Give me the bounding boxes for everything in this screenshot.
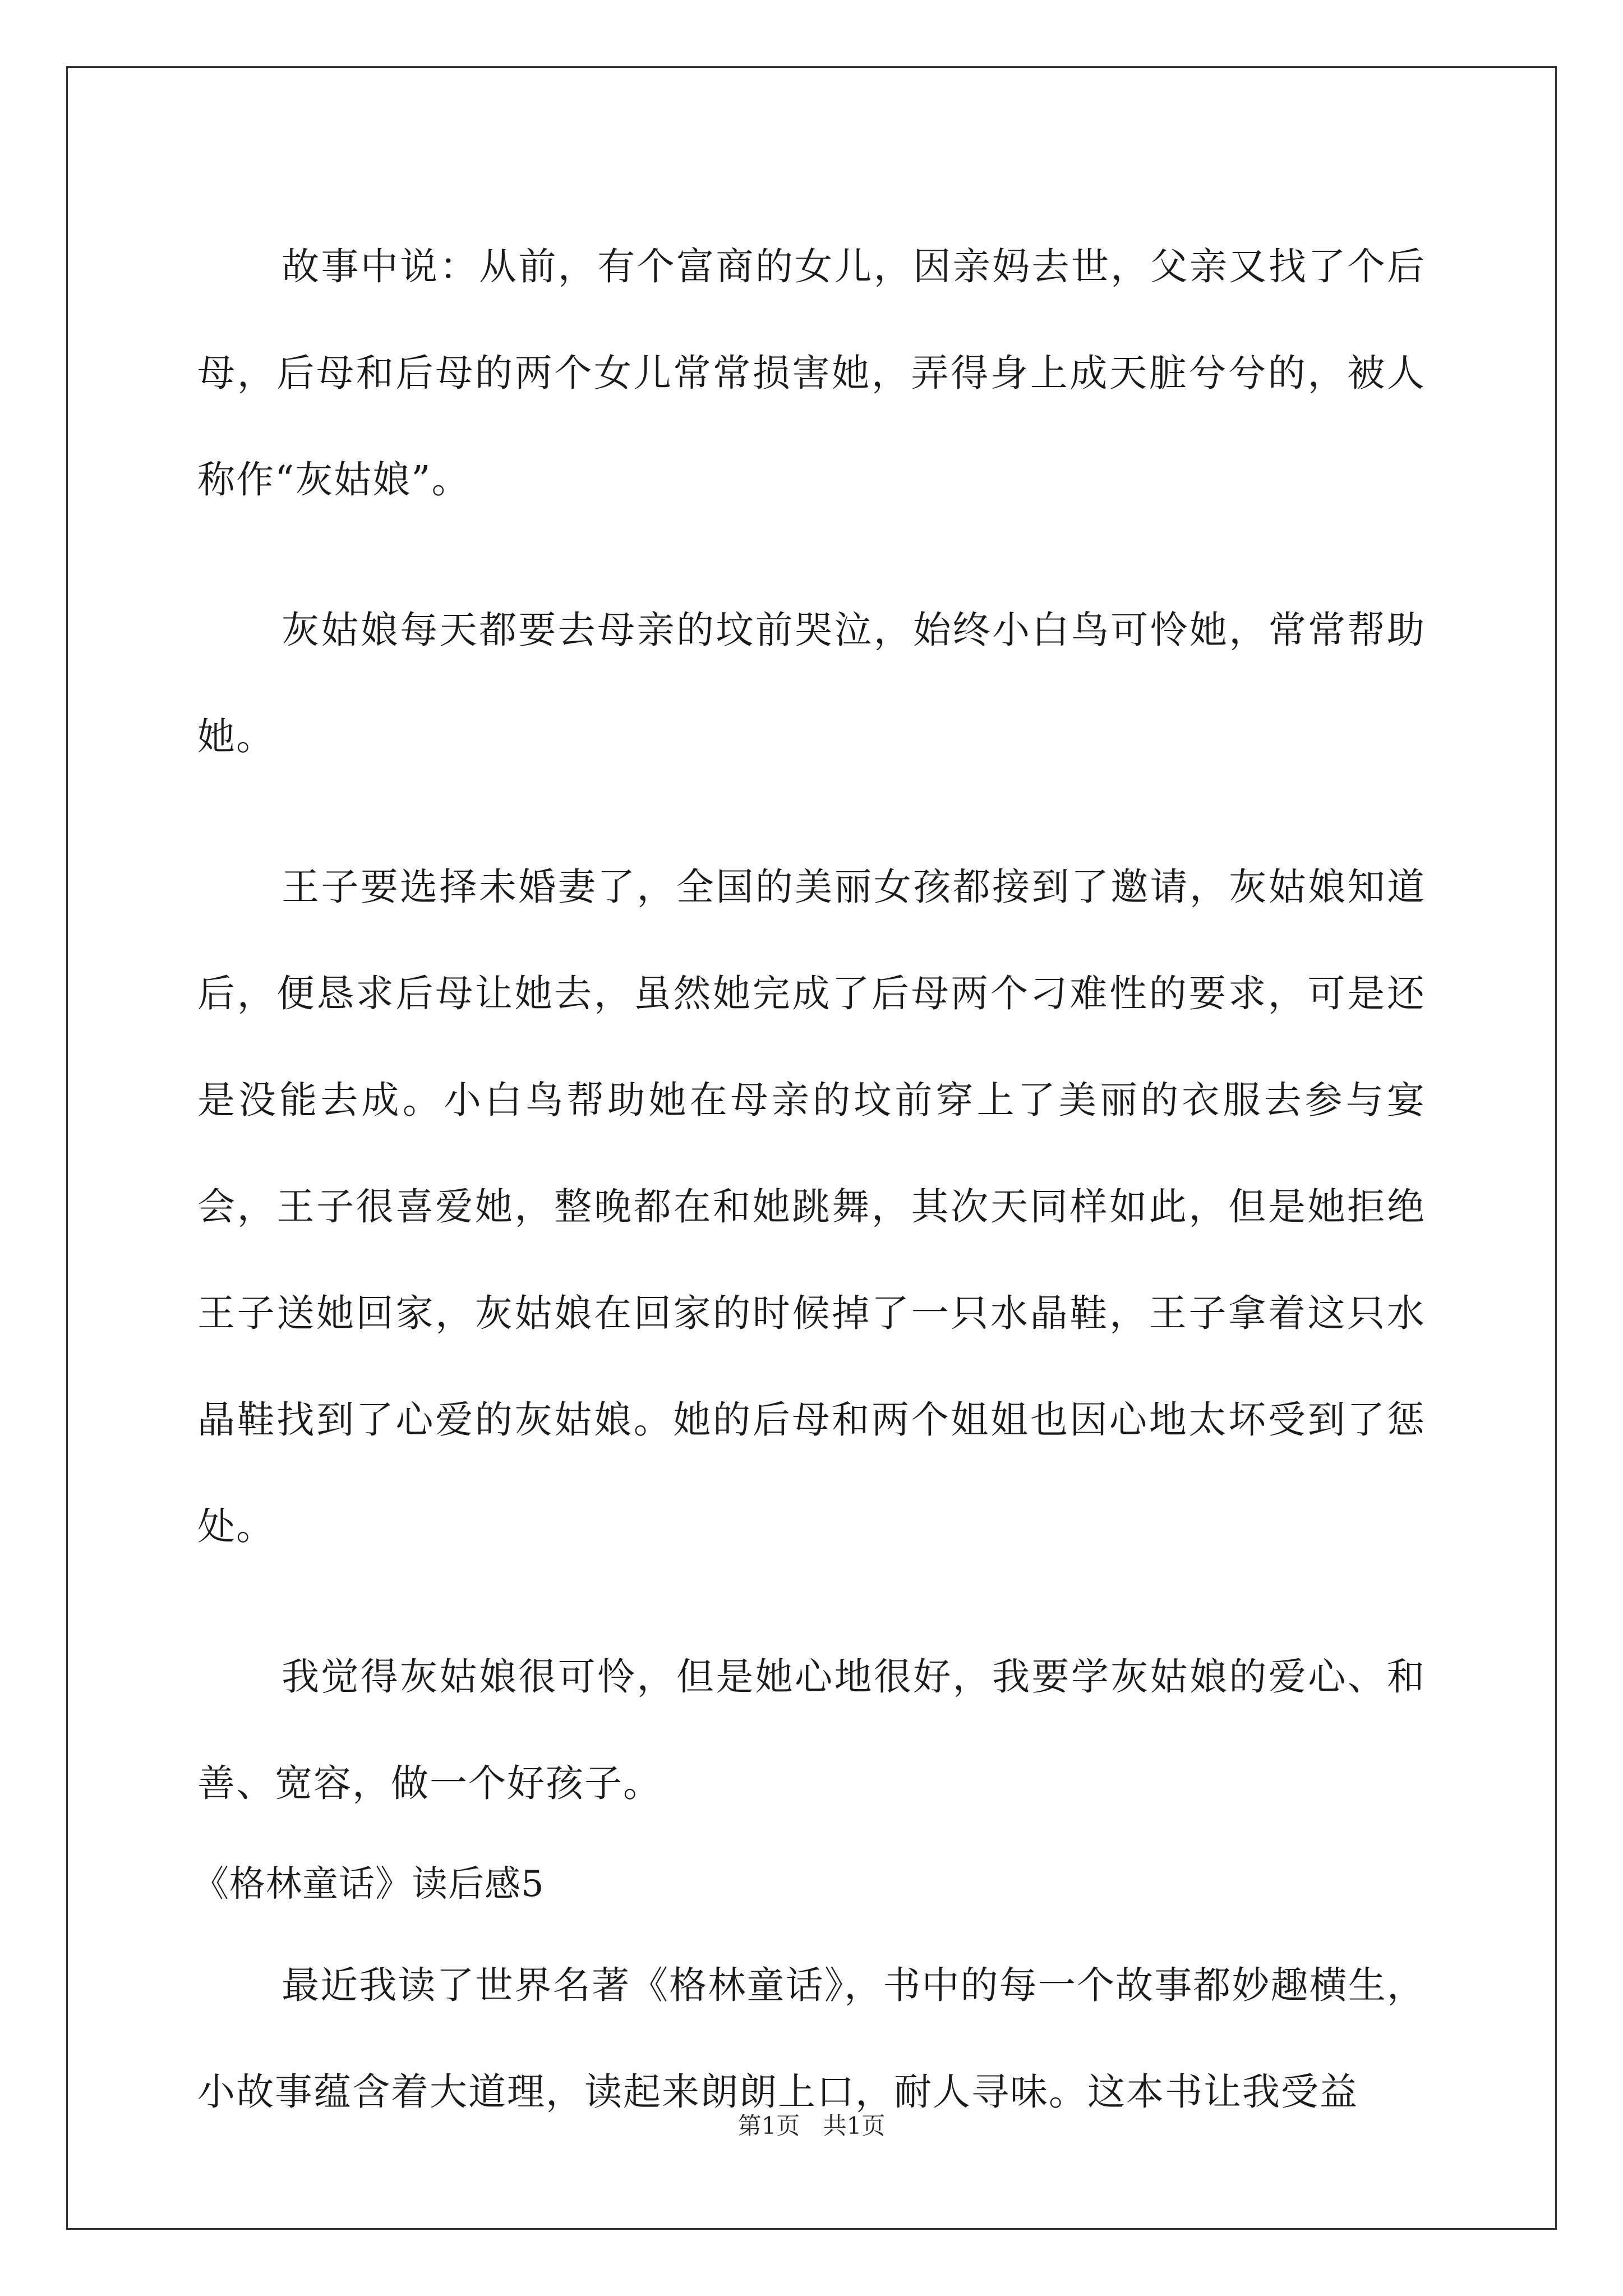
section-heading: 《格林童话》读后感5	[193, 1864, 545, 1905]
paragraph-prince-ball: 王子要选择未婚妻了，全国的美丽女孩都接到了邀请，灰姑娘知道后，便恳求后母让她去，虽然她完成了后母两个刁难性的要求，可是还是没能去成。小白鸟帮助她在母亲的坟前穿上了美丽的衣服去参与宴会，王子很喜爱她，整晚都在和她跳舞，其次天同样如此，但是她拒绝王子送她回家，灰姑娘在回家的时候掉了一只水晶鞋，王子拿着这只水晶鞋找到了心爱的灰姑娘。她的后母和两个姐姐也因心地太坏受到了惩处。	[197, 865, 1426, 1548]
paragraph-reflection: 我觉得灰姑娘很可怜，但是她心地很好，我要学灰姑娘的爱心、和善、宽容，做一个好孩子。	[197, 1655, 1426, 1805]
page-number-total: 共1页	[823, 2112, 886, 2139]
paragraph-grave-visit: 灰姑娘每天都要去母亲的坟前哭泣，始终小白鸟可怜她，常常帮助她。	[197, 608, 1426, 758]
paragraph-new-essay: 最近我读了世界名著《格林童话》，书中的每一个故事都妙趣横生，小故事蕴含着大道理，读起来朗朗上口，耐人寻味。这本书让我受益	[197, 1963, 1426, 2114]
document-body	[193, 213, 1426, 2145]
paragraph-story-intro: 故事中说：从前，有个富商的女儿，因亲妈去世，父亲又找了个后母，后母和后母的两个女儿常常损害她，弄得身上成天脏兮兮的，被人称作“灰姑娘”。	[197, 245, 1426, 501]
page-footer	[0, 2109, 1623, 2143]
page-number-current: 第1页	[737, 2112, 800, 2139]
